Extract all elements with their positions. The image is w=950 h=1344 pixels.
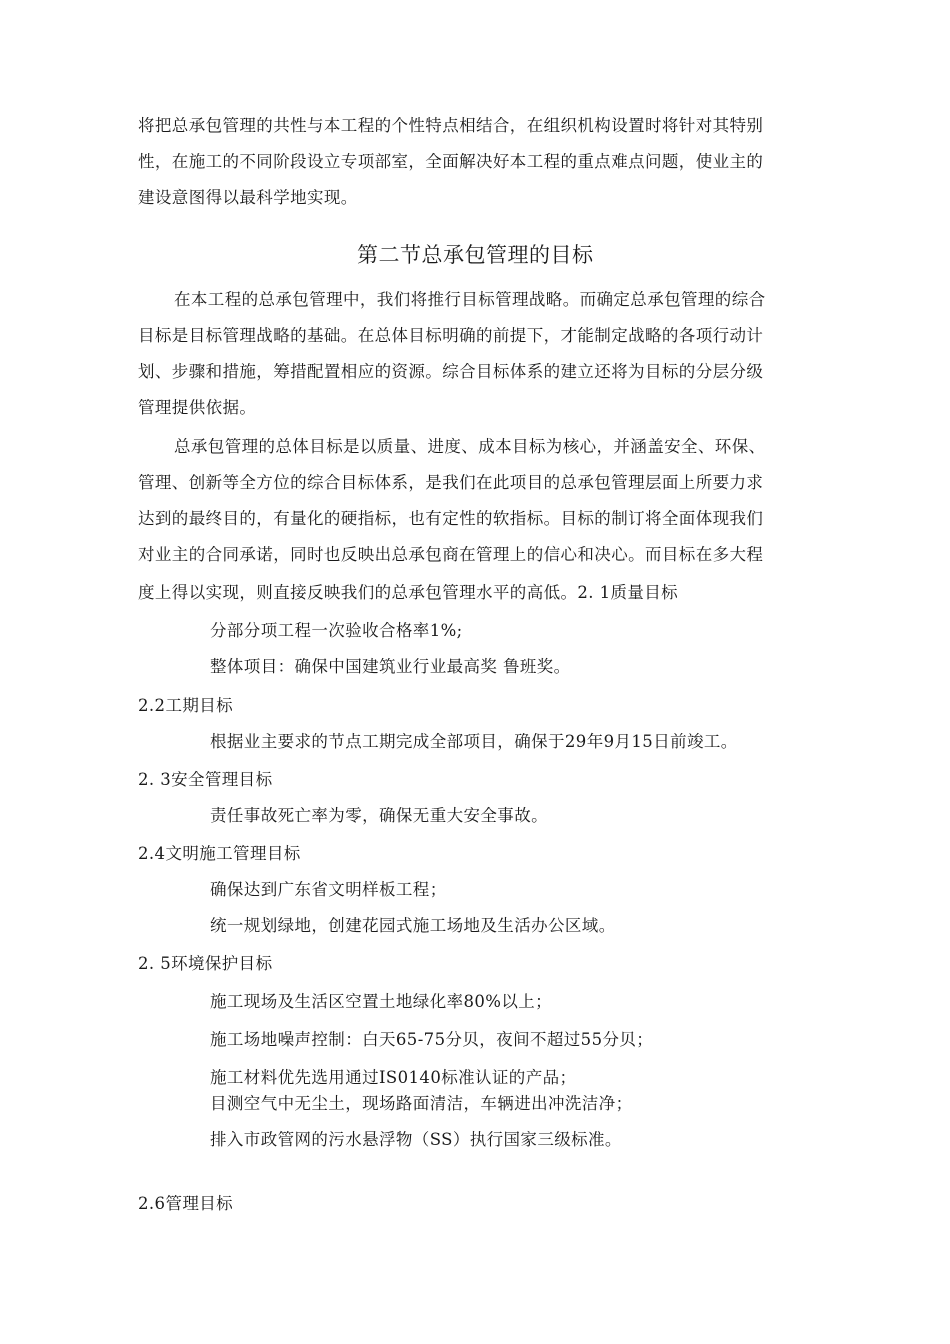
environment-item-2: 施工场地噪声控制：白天65-75分贝，夜间不超过55分贝； — [210, 1030, 654, 1049]
intro-line-1: 将把总承包管理的共性与本工程的个性特点相结合，在组织机构设置时将针对其特别 — [138, 116, 764, 135]
para2-line-3: 达到的最终目的，有量化的硬指标，也有定性的软指标。目标的制订将全面体现我们 — [138, 509, 764, 528]
para1-line-2: 目标是目标管理战略的基础。在总体目标明确的前提下，才能制定战略的各项行动计 — [138, 326, 764, 345]
civilized-heading: 2.4文明施工管理目标 — [138, 844, 301, 863]
civilized-item-2: 统一规划绿地，创建花园式施工场地及生活办公区域。 — [210, 916, 616, 935]
intro-line-2: 性，在施工的不同阶段设立专项部室，全面解决好本工程的重点难点问题，使业主的 — [138, 152, 764, 171]
para2-line-2: 管理、创新等全方位的综合目标体系，是我们在此项目的总承包管理层面上所要力求 — [138, 473, 764, 492]
management-heading: 2.6管理目标 — [138, 1194, 234, 1213]
environment-item-4: 目测空气中无尘土，现场路面清洁，车辆进出冲洗洁净； — [210, 1094, 633, 1113]
para2-line-1: 总承包管理的总体目标是以质量、进度、成本目标为核心，并涵盖安全、环保、 — [174, 437, 766, 456]
environment-item-1: 施工现场及生活区空置土地绿化率80%以上； — [210, 992, 553, 1011]
quality-item-2: 整体项目：确保中国建筑业行业最高奖 鲁班奖。 — [210, 657, 571, 676]
schedule-heading: 2.2工期目标 — [138, 696, 234, 715]
intro-line-3: 建设意图得以最科学地实现。 — [138, 188, 358, 207]
environment-heading: 2. 5环境保护目标 — [138, 954, 273, 973]
environment-item-3: 施工材料优先选用通过IS0140标准认证的产品； — [210, 1068, 577, 1087]
quality-item-1: 分部分项工程一次验收合格率1%; — [210, 621, 463, 640]
safety-heading: 2. 3安全管理目标 — [138, 770, 273, 789]
para2-line-5: 度上得以实现，则直接反映我们的总承包管理水平的高低。2. 1质量目标 — [138, 583, 679, 602]
para2-line-4: 对业主的合同承诺，同时也反映出总承包商在管理上的信心和决心。而目标在多大程 — [138, 545, 764, 564]
civilized-item-1: 确保达到广东省文明样板工程； — [210, 880, 447, 899]
environment-item-5: 排入市政管网的污水悬浮物（SS）执行国家三级标准。 — [210, 1130, 622, 1149]
safety-item-1: 责任事故死亡率为零，确保无重大安全事故。 — [210, 806, 548, 825]
para1-line-3: 划、步骤和措施，筹措配置相应的资源。综合目标体系的建立还将为目标的分层分级 — [138, 362, 764, 381]
para1-line-1: 在本工程的总承包管理中，我们将推行目标管理战略。而确定总承包管理的综合 — [174, 290, 766, 309]
para1-line-4: 管理提供依据。 — [138, 398, 257, 417]
schedule-item-1: 根据业主要求的节点工期完成全部项目，确保于29年9月15日前竣工。 — [210, 732, 738, 751]
section-title: 第二节总承包管理的目标 — [357, 243, 594, 267]
